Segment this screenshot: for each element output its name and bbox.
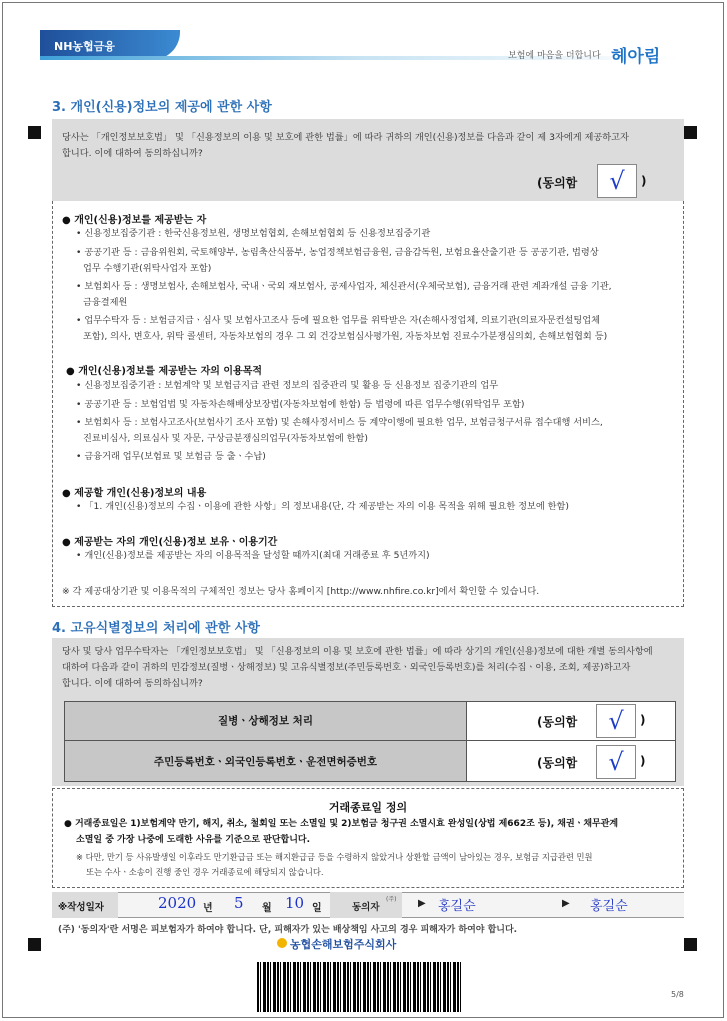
consent-label: (동의함 (537, 176, 578, 190)
consent-row-label: 주민등록번호ㆍ외국인등록번호ㆍ운전면허증번호 (153, 756, 378, 768)
registration-marker (684, 126, 697, 139)
consent-close: ) (640, 713, 646, 727)
section-4-intro: 당사 및 당사 업무수탁자는 「개인정보보호법」 및 「신용정보의 이용 및 보호에 관한 법률」에 따라 상기의 개인(신용)정보에 대한 개별 동의사항에 (62, 646, 653, 657)
registration-marker (684, 938, 697, 951)
section-4-title: 4. 고유식별정보의 처리에 관한 사항 (52, 621, 260, 636)
consent-close: ) (640, 754, 646, 768)
recipients-line: • 업무수탁자 등 : 보험금지급ㆍ심사 및 보험사고조사 등에 필요한 업무를 위탁받은 자(손해사정업체, 의료기관(의료자문컨설팅업체 (76, 315, 601, 326)
company-name: 농협손해보험주식회사 (290, 938, 397, 951)
recipients-line: 포함), 의사, 변호사, 위탁 콜센터, 자동차보험의 경우 그 외 건강보험심사평가원, 자동차보험 진료수가분쟁심의회, 손해보험협회 등) (83, 331, 608, 342)
consenter-label: 동의자 (352, 902, 380, 913)
consenter-superscript: (주) (386, 896, 397, 903)
recipients-line: • 공공기관 등 : 금융위원회, 국토해양부, 농림축산식품부, 농업정책보험금융원, 금융감독원, 보험요율산출기관 등 공공기관, 법령상 (76, 247, 599, 258)
consenter-signature[interactable]: 홍길순 (590, 899, 628, 914)
content-line: • 「1. 개인(신용)정보의 수집ㆍ이용에 관한 사항」의 정보내용(단, 각 제공받는 자의 이용 목적을 위해 필요한 정보에 한함) (76, 501, 570, 512)
signature-day[interactable]: 10 (285, 894, 305, 912)
signature-month[interactable]: 5 (234, 894, 244, 912)
purpose-line: • 금융거래 업무(보험료 및 보험금 등 출ㆍ수납) (76, 451, 266, 462)
date-label: ※작성일자 (58, 902, 104, 913)
section-4-intro: 대하여 다음과 같이 귀하의 민감정보(질병ㆍ상해정보) 및 고유식별정보(주민등록번호ㆍ외국인등록번호)를 처리(수집ㆍ이용, 조회, 제공)하고자 (62, 662, 631, 673)
content-heading: ● 제공할 개인(신용)정보의 내용 (62, 488, 207, 499)
consent-row-label: 질병ㆍ상해정보 처리 (218, 715, 313, 727)
arrow-icon: ▶ (562, 898, 570, 909)
purpose-line: • 신용정보집중기관 : 보험계약 및 보험금지급 관련 정보의 집중관리 및 활용 등 신용정보 집중기관의 업무 (76, 380, 499, 391)
consent-checkbox[interactable]: √ (596, 704, 636, 738)
consent-label: (동의함 (537, 715, 578, 729)
consent-checkbox[interactable]: √ (596, 745, 636, 779)
page-number: 5/8 (671, 990, 684, 999)
termination-line: 소멸일 중 가장 나중에 도래한 사유를 기준으로 판단합니다. (76, 835, 311, 845)
brand-name: 헤아림 (611, 47, 661, 67)
recipients-line: 금융결제원 (83, 297, 128, 308)
recipients-line: • 신용정보집중기관 : 한국신용정보원, 생명보험협회, 손해보험협회 등 신용정보집중기관 (76, 228, 431, 239)
year-unit: 년 (203, 903, 213, 914)
month-unit: 월 (262, 903, 272, 914)
termination-note: ※ 다만, 만기 등 사유발생일 이후라도 만기환급금 또는 해지환급금 등을 수령하지 않았거나 상환할 금액이 남아있는 경우, 보험금 지급관련 민원 (76, 852, 593, 862)
section-4-intro: 합니다. 이에 대하여 동의하십니까? (62, 678, 203, 689)
consent-label: (동의함 (537, 756, 578, 770)
recipients-line: 업무 수행기관(위탁사업자 포함) (83, 263, 212, 274)
registration-marker (28, 938, 41, 951)
barcode (257, 962, 462, 1012)
purpose-line: • 공공기관 등 : 보험업법 및 자동차손해배상보장법(자동차보험에 한함) 등 법령에 따른 업무수행(위탁업무 포함) (76, 399, 525, 410)
day-unit: 일 (312, 903, 322, 914)
purpose-line: • 보험회사 등 : 보험사고조사(보험사기 조사 포함) 및 손해사정서비스 등 계약이행에 필요한 업무, 보험금청구서류 접수대행 서비스, (76, 417, 603, 428)
signature-year[interactable]: 2020 (158, 894, 197, 912)
nh-emblem-icon (277, 938, 287, 948)
section-3-intro: 합니다. 이에 대하여 동의하십니까? (62, 148, 203, 159)
period-line: • 개인(신용)정보를 제공받는 자의 이용목적을 달성할 때까지(최대 거래종료 후 5년까지) (76, 550, 430, 561)
period-heading: ● 제공받는 자의 개인(신용)정보 보유ㆍ이용기간 (62, 537, 278, 548)
brand-text: NH농협금융 (54, 40, 115, 53)
consent-checkbox[interactable]: √ (597, 164, 637, 198)
termination-note: 또는 수사ㆍ소송이 진행 중인 경우 거래종료에 해당되지 않습니다. (86, 867, 324, 877)
section-3-intro: 당사는 「개인정보보호법」 및 「신용정보의 이용 및 보호에 관한 법률」에 따라 귀하의 개인(신용)정보를 다음과 같이 제 3자에게 제공하고자 (62, 132, 629, 143)
purpose-line: 진료비심사, 의료심사 및 자문, 구상금분쟁심의업무(자동차보험에 한함) (83, 433, 368, 444)
registration-marker (28, 126, 41, 139)
recipients-line: • 보험회사 등 : 생명보험사, 손해보험사, 국내ㆍ국외 재보험사, 공제사업자, 체신관서(우체국보험), 금융거래 관련 계좌개설 금융 기관, (76, 281, 612, 292)
footer-note: (주) '동의자'란 서명은 피보험자가 하여야 합니다. 단, 피해자가 있는 배상책임 사고의 경우 피해자가 하여야 합니다. (58, 925, 518, 935)
slogan: 보험에 마음을 더합니다 (508, 51, 601, 61)
section-3-title: 3. 개인(신용)정보의 제공에 관한 사항 (52, 100, 272, 115)
termination-title: 거래종료일 정의 (328, 801, 408, 814)
arrow-icon: ▶ (418, 898, 426, 909)
recipients-heading: ● 개인(신용)정보를 제공받는 자 (62, 215, 207, 226)
consent-close: ) (641, 174, 647, 188)
purpose-heading: ● 개인(신용)정보를 제공받는 자의 이용목적 (66, 366, 263, 377)
consenter-name[interactable]: 홍길순 (438, 899, 476, 914)
termination-line: ● 거래종료일은 1)보험계약 만기, 해지, 취소, 철회일 또는 소멸일 및 2)보험금 청구권 소멸시효 완성일(상법 제662조 등), 채권ㆍ채무관계 (64, 819, 619, 829)
homepage-note: ※ 각 제공대상기관 및 이용목적의 구체적인 정보는 당사 홈페이지 [http://www.nhfire.co.kr]에서 확인할 수 있습니다. (62, 586, 540, 597)
